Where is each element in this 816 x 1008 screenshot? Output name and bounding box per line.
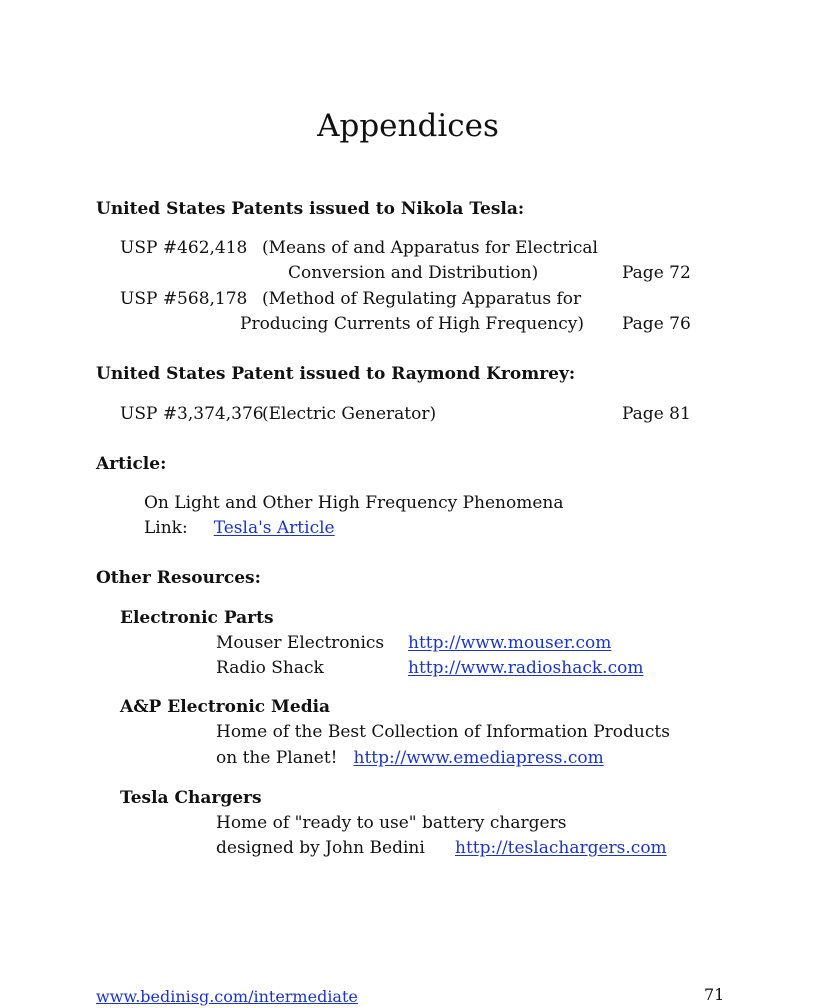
patent-description: (Method of Regulating Apparatus for [262,289,582,309]
article-link[interactable]: Tesla's Article [213,518,335,538]
patent-description: (Electric Generator) [262,404,437,424]
patent-number: USP #568,178 [120,289,248,309]
article-link-row [144,516,335,541]
footer-website-link[interactable]: www.bedinisg.com/intermediate [96,987,358,1006]
patent-page-ref: Page 76 [622,314,691,334]
patent-description: Producing Currents of High Frequency) [240,314,585,334]
ap-media-description: on the Planet! [216,748,338,768]
emediapress-link[interactable]: http://www.emediapress.com [353,748,604,768]
page-number: 71 [704,985,725,1004]
ap-media-description: Home of the Best Collection of Information Products [216,722,670,742]
other-resources-heading: Other Resources: [96,568,261,588]
radioshack-link[interactable]: http://www.radioshack.com [408,658,644,678]
article-title: On Light and Other High Frequency Phenomena [144,493,564,513]
electronic-parts-heading: Electronic Parts [120,608,274,628]
tesla-patents-heading: United States Patents issued to Nikola Tesla: [96,199,525,219]
teslachargers-link[interactable]: http://teslachargers.com [455,838,667,858]
patent-page-ref: Page 72 [622,263,691,283]
mouser-link[interactable]: http://www.mouser.com [408,633,612,653]
page-title: Appendices [317,108,499,144]
kromrey-patent-heading: United States Patent issued to Raymond Kromrey: [96,364,576,384]
article-link-label: Link: [144,518,188,538]
patent-description: (Means of and Apparatus for Electrical [262,238,598,258]
patent-page-ref: Page 81 [622,404,691,424]
tesla-chargers-heading: Tesla Chargers [120,788,262,808]
patent-number: USP #3,374,376 [120,404,264,424]
patent-description: Conversion and Distribution) [288,263,539,283]
ap-media-heading: A&P Electronic Media [120,697,331,717]
article-heading: Article: [96,454,167,474]
ap-media-description-row [216,746,604,771]
tesla-chargers-description: Home of "ready to use" battery chargers [216,813,567,833]
resource-name: Mouser Electronics [216,633,385,653]
patent-number: USP #462,418 [120,238,248,258]
resource-name: Radio Shack [216,658,324,678]
tesla-chargers-description: designed by John Bedini [216,838,425,858]
